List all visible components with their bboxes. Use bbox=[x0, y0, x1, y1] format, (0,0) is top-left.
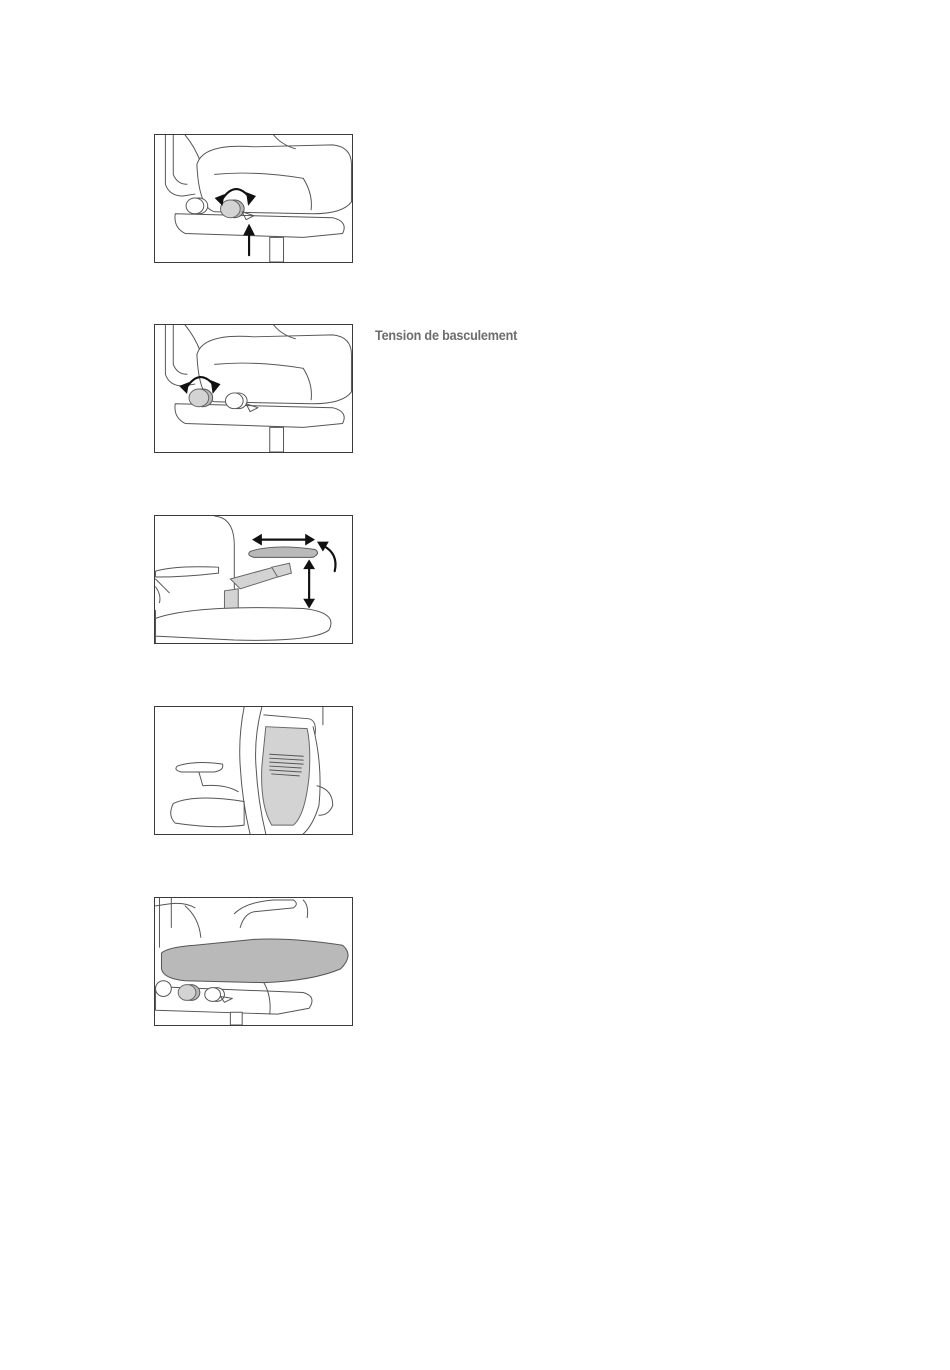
chair-mechanism-illustration bbox=[155, 325, 352, 452]
illustration-backrest bbox=[154, 706, 353, 835]
illustration-armrest-adjustment bbox=[154, 515, 353, 644]
illustration-knob-rotation-lever bbox=[154, 134, 353, 263]
backrest-illustration bbox=[155, 707, 352, 834]
tilt-tension-heading: Tension de basculement bbox=[375, 327, 518, 343]
illustration-tilt-tension-knob bbox=[154, 324, 353, 453]
chair-mechanism-illustration bbox=[155, 135, 352, 262]
illustration-seat-depth bbox=[154, 897, 353, 1026]
armrest-illustration bbox=[155, 516, 352, 643]
seat-illustration bbox=[155, 898, 352, 1025]
